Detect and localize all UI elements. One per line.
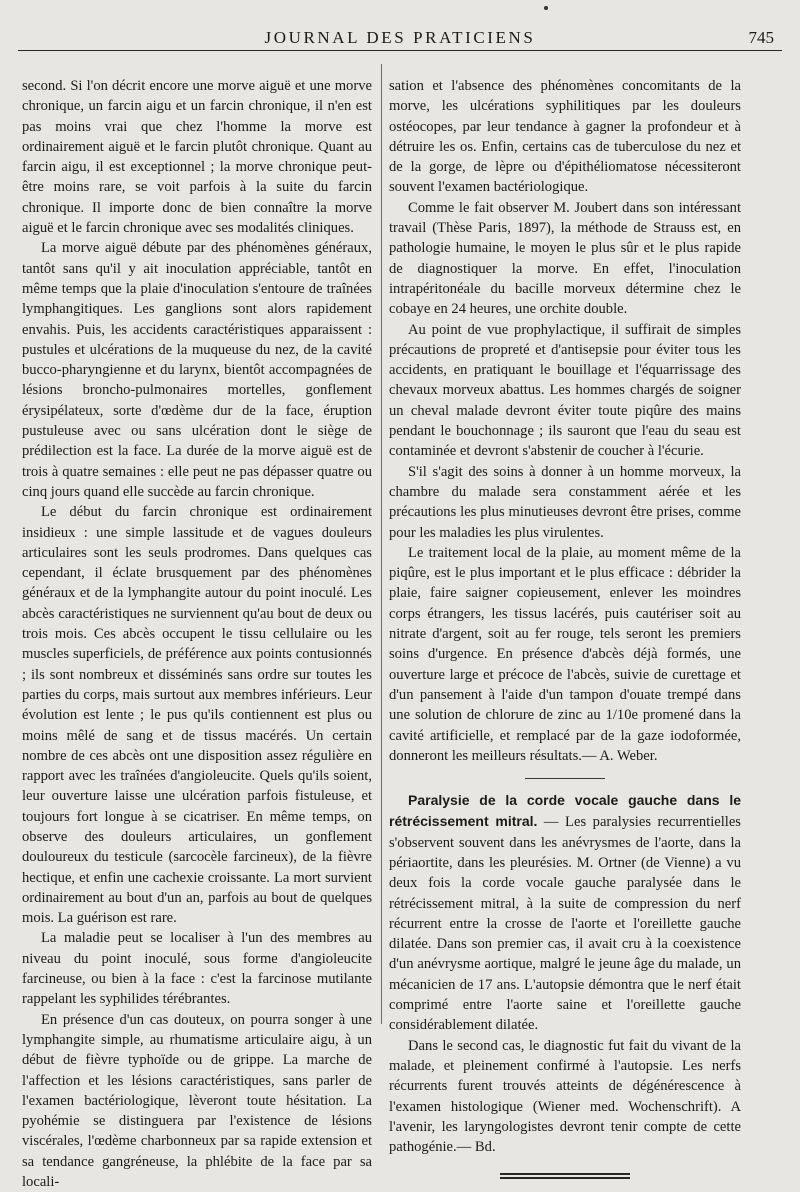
paragraph: Le début du farcin chronique est ordinairement insidieux : une simple lassitude et de vagues douleurs articulaires sont les seuls prodromes. Dans quelques cas cependant, il éclate brusquement par des phénomènes généraux et de la lymphangite autour du point inoculé. Les abcès caractéristiques ne surviennent qu'au bout de deux ou trois mois. Ces abcès occupent le tissu cellulaire ou les muscles superficiels, de préférence aux points contusionnés ; ils sont nombreux et disséminés sans ordre sur toutes les parties du corps, mais surtout aux membres inférieurs. Leur évolution est lente ; le pus qu'ils contiennent est plus ou moins mêlé de sang et de tissus macérés. Un certain nombre de ces abcès ont une disposition assez régulière en rapport avec les traînées d'angioleucite. Quels qu'ils soient, leur ouverture laisse une ulcération parfois fistuleuse, et toujours fort longue à se cicatriser. En même temps, on observe des douleurs articulaires, un gonflement douloureux du testicule (sarcocèle farcineux), de la fièvre hectique, et enfin une cachexie croissante. La mort survient ordinairement au bout d'un an, parfois au bout de quelques mois. La guérison est rare.	[22, 504, 372, 927]
paragraph: En présence d'un cas douteux, on pourra songer à une lymphangite simple, au rhumatisme articulaire aigu, à un début de fièvre typhoïde ou de grippe. La marche de l'affection et les lésions caractéristiques, sans parler de l'examen bactériologique, lèveront toute hésitation. La pyohémie se distinguera par l'existence de lésions viscérales, l'œdème charbonneux par sa rapide extension et sa tendance gangréneuse, la phlébite de la face par sa locali-	[22, 1011, 372, 1191]
column-divider	[381, 64, 382, 1024]
paragraph: Le traitement local de la plaie, au moment même de la piqûre, est le plus important et le plus efficace : débrider la plaie, faire saigner copieusement, enlever les moindres corps étrangers, les tissus lacérés, puis cautériser soit au nitrate d'argent, soit au fer rouge, tels seront les premiers soins d'urgence. En présence d'abcès déjà formés, une ouverture large et précoce de l'abcès, suivie de curettage et d'un pansement à l'aide d'un tampon d'ouate trempé dans une solution de chlorure de zinc au 1/10e promené dans la cavité artificielle, et remplacé par de la gaze iodoformée, donneront les meilleurs résultats.— A. Weber.	[389, 544, 741, 764]
ink-speck	[544, 6, 548, 10]
paragraph: La maladie peut se localiser à l'un des membres au niveau du point inoculé, sous forme d'angioleucite farcineuse, ou bien à la face : c'est la farcinose mutilante rappelant les syphilides térébrantes.	[22, 930, 372, 1008]
article-title: Paralysie de la corde vocale gauche dans le rétrécissement mitral.	[389, 792, 741, 830]
section-separator	[525, 778, 605, 779]
paragraph: La morve aiguë débute par des phénomènes généraux, tantôt sans qu'il y ait inoculation appréciable, tantôt en même temps que la plaie d'inoculation s'entoure de traînées lymphangitiques. Les ganglions sont alors rapidement envahis. Puis, les accidents caractéristiques apparaissent : pustules et ulcérations de la muqueuse du nez, de la cavité bucco-pharyngienne et du larynx, bientôt accompagnées de lésions broncho-pulmonaires mortelles, gonflement érysipélateux, sorte d'œdème dur de la face, éruption pustuleuse avec ou sans ulcération dont le siège de prédilection est la face. La durée de la morve aiguë est de trois à quatre semaines : elle peut ne pas dépasser quatre ou cinq jours quand elle succède au farcin chronique.	[22, 240, 372, 500]
paragraph: Comme le fait observer M. Joubert dans son intéressant travail (Thèse Paris, 1897), la méthode de Strauss est, en pathologie humaine, le moyen le plus sûr et le plus rapide de diagnostiquer la morve. En effet, l'inoculation intrapéritonéale du bacille morveux détermine chez le cobaye en 24 heures, une orchite double.	[389, 199, 741, 318]
paragraph: S'il s'agit des soins à donner à un homme morveux, la chambre du malade sera constamment aérée et les précautions les plus minutieuses devront être prises, comme pour les maladies les plus virulentes.	[389, 463, 741, 541]
paragraph: Dans le second cas, le diagnostic fut fait du vivant de la malade, et pleinement confirmé à l'autopsie. Les nerfs récurrents furent trouvés atteints de dégénérescence à l'examen histologique (Wiener med. Wochenschrift). A l'avenir, les laryngologistes devront tenir compte de cette pathogénie.— Bd.	[389, 1037, 741, 1156]
end-rule	[500, 1173, 630, 1179]
right-column	[389, 76, 741, 1181]
left-column	[22, 76, 372, 1192]
paragraph: Au point de vue prophylactique, il suffirait de simples précautions de propreté et d'antisepsie pour éviter tous les accidents, en pratiquant le bouillage et l'équarrissage des chevaux morveux abattus. Les hommes chargés de soigner un cheval malade devront éviter toute piqûre des mains pendant le bouchonnage ; ils sauront que l'eau du seau est contaminée et devront s'abstenir de coucher à l'écurie.	[389, 321, 741, 460]
paragraph: sation et l'absence des phénomènes concomitants de la morve, les ulcérations syphilitiques par les douleurs ostéocopes, par leur tendance à gagner la profondeur et à détruire les os. Enfin, certains cas de tuberculose du nez et de la gorge, de lèpre ou d'épithéliomatose nécessiteront souvent l'examen bactériologique.	[389, 78, 741, 196]
article-text: — Les paralysies recurrentielles s'observent souvent dans les anévrysmes de l'aorte, dans la périaortite, dans les pleurésies. M. Ortner (de Vienne) a vu deux fois la corde vocale gauche paralysée dans le rétrécissement mitral, à la suite de compression du nerf récurrent entre la crosse de l'aorte et l'oreillette gauche dilatée. Dans son premier cas, il avait cru à la coexistence d'un anévrysme aortique, malgré le jeune âge du malade, un mécanicien de 17 ans. L'autopsie démontra que le nerf était comprimé entre l'aorte saine et l'oreillette gauche considérablement dilatée.	[389, 814, 741, 1034]
page-number: 745	[748, 28, 774, 47]
paragraph: second. Si l'on décrit encore une morve aiguë et une morve chronique, un farcin aigu et un farcin chronique, il n'en est pas moins vrai que chez l'homme la morve est ordinairement aiguë et le farcin plutôt chronique. Quant au farcin aigu, il est exceptionnel ; la morve chronique peut-être moins rare, se voit parfois à la suite du farcin chronique. Il importe donc de bien connaître la morve aiguë et le farcin chronique avec ses modalités cliniques.	[22, 78, 372, 237]
journal-title: JOURNAL DES PRATICIENS	[264, 28, 536, 47]
running-header	[18, 22, 782, 51]
article-paragraph	[389, 790, 741, 1036]
